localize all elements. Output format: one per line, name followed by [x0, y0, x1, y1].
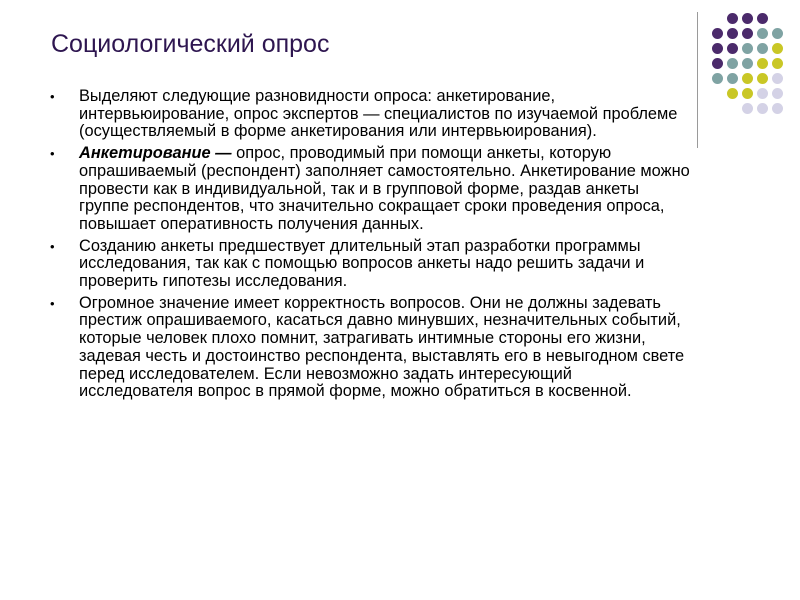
list-item — [50, 88, 690, 141]
decorative-dot — [727, 88, 738, 99]
decorative-dot — [772, 28, 783, 39]
decorative-dot — [742, 58, 753, 69]
decorative-dot — [742, 28, 753, 39]
decorative-dot — [757, 43, 768, 54]
decorative-dot — [712, 43, 723, 54]
decorative-dot — [772, 43, 783, 54]
decorative-dot — [742, 103, 753, 114]
bullet-text: Огромное значение имеет корректность вопросов. Они не должны задевать престиж опрашиваемого, касаться давно минувших, незначительных событий, которые человек плохо помнит, затрагивать интимные стороны его жизни, задевая честь и достоинство респондента, выставлять его в невыгодном свете перед исследователем. Если невозможно задать интересующий исследователя вопрос в прямой форме, можно обратиться в косвенной. — [79, 293, 685, 401]
decorative-dot — [772, 58, 783, 69]
decorative-dot — [727, 43, 738, 54]
bullet-icon: • — [50, 146, 55, 162]
bullet-text: Созданию анкеты предшествует длительный этап разработки программы исследования, так как с помощью вопросов анкеты надо решить задачи и проверить гипотезы исследования. — [79, 236, 645, 291]
bullet-list — [50, 88, 690, 405]
decorative-dot — [742, 73, 753, 84]
list-item — [50, 238, 690, 291]
decorative-dot — [712, 73, 723, 84]
divider-line — [697, 12, 698, 148]
decorative-dot — [757, 13, 768, 24]
decorative-dot — [742, 88, 753, 99]
decorative-dot — [727, 13, 738, 24]
decorative-dot — [757, 28, 768, 39]
decorative-dot — [742, 13, 753, 24]
bullet-term: Анкетирование — — [79, 144, 232, 163]
decorative-dot — [757, 103, 768, 114]
bullet-icon: • — [50, 238, 55, 254]
list-item — [50, 145, 690, 234]
decorative-dot — [772, 103, 783, 114]
decorative-dot — [757, 88, 768, 99]
bullet-icon: • — [50, 89, 55, 104]
decorative-dot — [712, 58, 723, 69]
decorative-dot — [727, 28, 738, 39]
decorative-dot — [727, 58, 738, 69]
bullet-text: опрос, проводимый при помощи анкеты, которую опрашиваемый (респондент) заполняет самостоятельно. Анкетирование можно провести как в индивидуальной, так и в групповой форме, раздав анкеты группе респондентов, что значительно сокращает сроки проведения опроса, повышает оперативность получения данных. — [79, 144, 690, 233]
decorative-dot — [712, 28, 723, 39]
decorative-dot — [727, 73, 738, 84]
bullet-text: Выделяют следующие разновидности опроса: анкетирование, интервьюирование, опрос экспертов — специалистов по изучаемой проблеме (осуществляемый в форме анкетирования или интервьюирования). — [79, 87, 678, 141]
slide-title: Социологический опрос — [51, 30, 330, 58]
decorative-dot — [742, 43, 753, 54]
decorative-dot — [772, 88, 783, 99]
list-item — [50, 295, 690, 401]
bullet-icon: • — [50, 295, 55, 311]
decorative-dot — [757, 58, 768, 69]
decorative-dot — [772, 73, 783, 84]
decorative-dot — [757, 73, 768, 84]
